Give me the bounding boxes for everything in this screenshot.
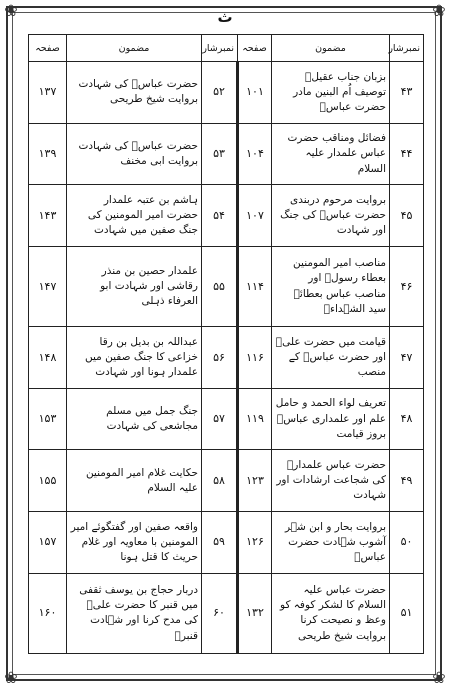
entry-number: ۴۸ bbox=[390, 388, 424, 450]
entry-page: ۱۰۴ bbox=[238, 123, 272, 185]
entry-title: بروایت مرحوم دربندی حضرت عباسؑ کی جنگ اور شہادت bbox=[272, 185, 390, 247]
entry-number: ۴۵ bbox=[390, 185, 424, 247]
entry-title: حکایت غلام امیر المومنین علیہ السلام bbox=[67, 450, 202, 512]
entry-page: ۱۳۲ bbox=[238, 573, 272, 653]
entry-title: حضرت عباسؑ کی شہادت بروایت شیخ طریحی bbox=[67, 62, 202, 124]
entry-number: ۵۸ bbox=[202, 450, 238, 512]
table-row bbox=[29, 573, 424, 653]
header-page: صفحہ bbox=[238, 35, 272, 62]
entry-title: بزبان جناب عقیلؑ توصیف اُم البنین مادر حضرت عباسؑ bbox=[272, 62, 390, 124]
table-row bbox=[29, 388, 424, 450]
header-number: نمبرشار bbox=[202, 35, 238, 62]
corner-ornament-icon: ❀ bbox=[4, 668, 18, 687]
entry-page: ۱۲۶ bbox=[238, 512, 272, 574]
table-row bbox=[29, 246, 424, 326]
entry-number: ۵۲ bbox=[202, 62, 238, 124]
table-row bbox=[29, 123, 424, 185]
entry-page: ۱۱۶ bbox=[238, 327, 272, 389]
entry-page: ۱۲۳ bbox=[238, 450, 272, 512]
entry-number: ۴۳ bbox=[390, 62, 424, 124]
header-subject: مضمون bbox=[272, 35, 390, 62]
entry-title: حضرت عباس علیہ السلام کا لشکر کوفہ کو وعظ و نصیحت کرنا بروایت شیخ طریحی bbox=[272, 573, 390, 653]
entry-number: ۵۵ bbox=[202, 246, 238, 326]
entry-page: ۱۰۱ bbox=[238, 62, 272, 124]
table-row bbox=[29, 327, 424, 389]
entry-page: ۱۴۳ bbox=[29, 185, 67, 247]
header-row bbox=[29, 35, 424, 62]
entry-number: ۵۰ bbox=[390, 512, 424, 574]
entry-number: ۵۷ bbox=[202, 388, 238, 450]
entry-number: ۴۹ bbox=[390, 450, 424, 512]
entry-number: ۵۶ bbox=[202, 327, 238, 389]
entry-page: ۱۶۰ bbox=[29, 573, 67, 653]
entry-page: ۱۵۷ bbox=[29, 512, 67, 574]
entry-number: ۵۹ bbox=[202, 512, 238, 574]
entry-number: ۵۴ bbox=[202, 185, 238, 247]
entry-title: عبداللہ بن بدیل بن رقا خزاعی کا جنگ صفین میں علمدار ہونا اور شہادت bbox=[67, 327, 202, 389]
entry-page: ۱۱۹ bbox=[238, 388, 272, 450]
entry-page: ۱۵۵ bbox=[29, 450, 67, 512]
entry-number: ۴۶ bbox=[390, 246, 424, 326]
entry-page: ۱۵۳ bbox=[29, 388, 67, 450]
corner-ornament-icon: ❀ bbox=[4, 1, 18, 20]
entry-number: ۶۰ bbox=[202, 573, 238, 653]
corner-ornament-icon: ❀ bbox=[432, 1, 446, 20]
entry-title: دربار حجاج بن یوسف ثقفی میں قنبر کا حضرت علیؑ کی مدح کرنا اور شہادت قنبرؑ bbox=[67, 573, 202, 653]
table-row bbox=[29, 62, 424, 124]
entry-title: حضرت عباس علمدارؑ کی شجاعت ارشادات اور شہادت bbox=[272, 450, 390, 512]
entry-title: مناصب امیر المومنین بعطاء رسولؐ اور مناصب عباس بعطائے سید الشہداءؑ bbox=[272, 246, 390, 326]
table-of-contents bbox=[28, 34, 424, 654]
entry-page: ۱۱۴ bbox=[238, 246, 272, 326]
entry-number: ۴۷ bbox=[390, 327, 424, 389]
entry-page: ۱۳۹ bbox=[29, 123, 67, 185]
entry-title: ہاشم بن عتبہ علمدار حضرت امیر المومنین کی جنگ صفین میں شہادت bbox=[67, 185, 202, 247]
entry-title: علمدار حصین بن منذر رقاشی اور شہادت ابو العرفاء ذہلی bbox=[67, 246, 202, 326]
entry-title: فضائل ومناقب حضرت عباس علمدار علیہ السلام bbox=[272, 123, 390, 185]
entry-page: ۱۴۷ bbox=[29, 246, 67, 326]
corner-ornament-icon: ❀ bbox=[432, 668, 446, 687]
entry-title: تعریف لواء الحمد و حامل علم اور علمداری عباسؑ بروز قیامت bbox=[272, 388, 390, 450]
entry-title: قیامت میں حضرت علیؑ اور حضرت عباسؑ کے منصب bbox=[272, 327, 390, 389]
table-row bbox=[29, 512, 424, 574]
entry-page: ۱۰۷ bbox=[238, 185, 272, 247]
header-subject: مضمون bbox=[67, 35, 202, 62]
entry-number: ۵۱ bbox=[390, 573, 424, 653]
entry-title: جنگ جمل میں مسلم مجاشعی کی شہادت bbox=[67, 388, 202, 450]
entry-page: ۱۳۷ bbox=[29, 62, 67, 124]
entry-number: ۴۴ bbox=[390, 123, 424, 185]
entry-page: ۱۴۸ bbox=[29, 327, 67, 389]
header-number: نمبرشار bbox=[390, 35, 424, 62]
header-page: صفحہ bbox=[29, 35, 67, 62]
entry-title: واقعہ صفین اور گفتگوئے امیر المومنین با معاویہ اور غلام حریث کا قتل ہونا bbox=[67, 512, 202, 574]
table-row bbox=[29, 450, 424, 512]
entry-title: حضرت عباسؑ کی شہادت بروایت ابی مخنف bbox=[67, 123, 202, 185]
entry-number: ۵۳ bbox=[202, 123, 238, 185]
table-row bbox=[29, 185, 424, 247]
entry-title: بروایت بحار و ابن شہر آشوب شہادت حضرت عباسؑ bbox=[272, 512, 390, 574]
page-heading: ث bbox=[217, 8, 233, 26]
